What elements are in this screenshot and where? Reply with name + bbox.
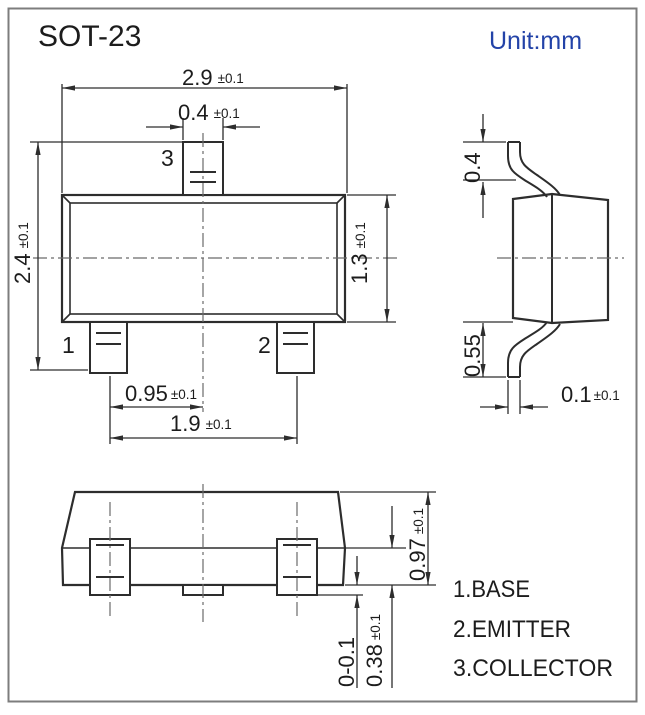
dim-value: 0.1 [561, 382, 592, 407]
dim-arrows [354, 572, 359, 608]
page-title: SOT-23 [38, 20, 142, 53]
side-view [460, 114, 624, 414]
legend-pin1: 1.BASE [453, 576, 530, 603]
dim-text [178, 100, 240, 125]
pin2-label: 2 [258, 332, 271, 358]
legend-pin2: 2.EMITTER [453, 616, 571, 643]
dim-arrows [170, 124, 236, 129]
dim-text: 0.4 [460, 152, 485, 183]
top-view [10, 65, 400, 444]
dim-text [561, 382, 620, 407]
dim-value: 0.97 [405, 538, 430, 581]
pin2-pad [277, 322, 314, 373]
dim-front-height [340, 492, 436, 585]
legend-pin3: 3.COLLECTOR [453, 655, 613, 682]
dim-text: 0.55 [460, 334, 485, 377]
dim-tolerance: ±0.1 [16, 222, 31, 249]
dim-value: 2.4 [10, 253, 35, 284]
dim-text [170, 411, 232, 436]
dim-value: 1.9 [170, 411, 201, 436]
side-lead-bottom [508, 322, 560, 377]
dim-arrows [495, 404, 533, 409]
dim-text: 0-0.1 [334, 636, 359, 687]
dim-value: 0.95 [125, 381, 168, 406]
dim-text [362, 614, 387, 687]
dim-tolerance: ±0.1 [368, 613, 383, 641]
dim-value: 0.4 [178, 100, 209, 125]
dim-lines [480, 380, 548, 414]
dim-text [182, 65, 244, 90]
dim-lead-thickness [480, 380, 620, 414]
dim-tolerance: ±0.1 [217, 71, 244, 86]
pin3-label: 3 [161, 145, 174, 171]
dim-tolerance: ±0.1 [205, 417, 232, 432]
dim-value: 2.9 [182, 65, 213, 90]
pin1-label: 1 [62, 332, 75, 358]
dim-side-lead-top [460, 114, 516, 218]
dim-tolerance: ±0.1 [411, 507, 426, 535]
dim-text [405, 508, 430, 581]
front-view [62, 484, 436, 688]
dim-tolerance: ±0.1 [593, 388, 620, 403]
dim-tolerance: ±0.1 [353, 222, 368, 249]
dim-value: 0.38 [362, 644, 387, 687]
dim-value: 1.3 [347, 253, 372, 284]
dim-text [10, 222, 35, 284]
dim-text [125, 381, 197, 406]
dim-text [347, 222, 372, 284]
unit-label: Unit:mm [489, 27, 583, 55]
dim-side-lead-bottom [460, 322, 513, 377]
side-lead-top [508, 142, 560, 197]
dim-arrows [389, 535, 394, 598]
dim-tolerance: ±0.1 [213, 106, 240, 121]
pin1-pad [90, 322, 127, 373]
dim-tolerance: ±0.1 [170, 387, 198, 402]
pin-legend [453, 576, 613, 682]
